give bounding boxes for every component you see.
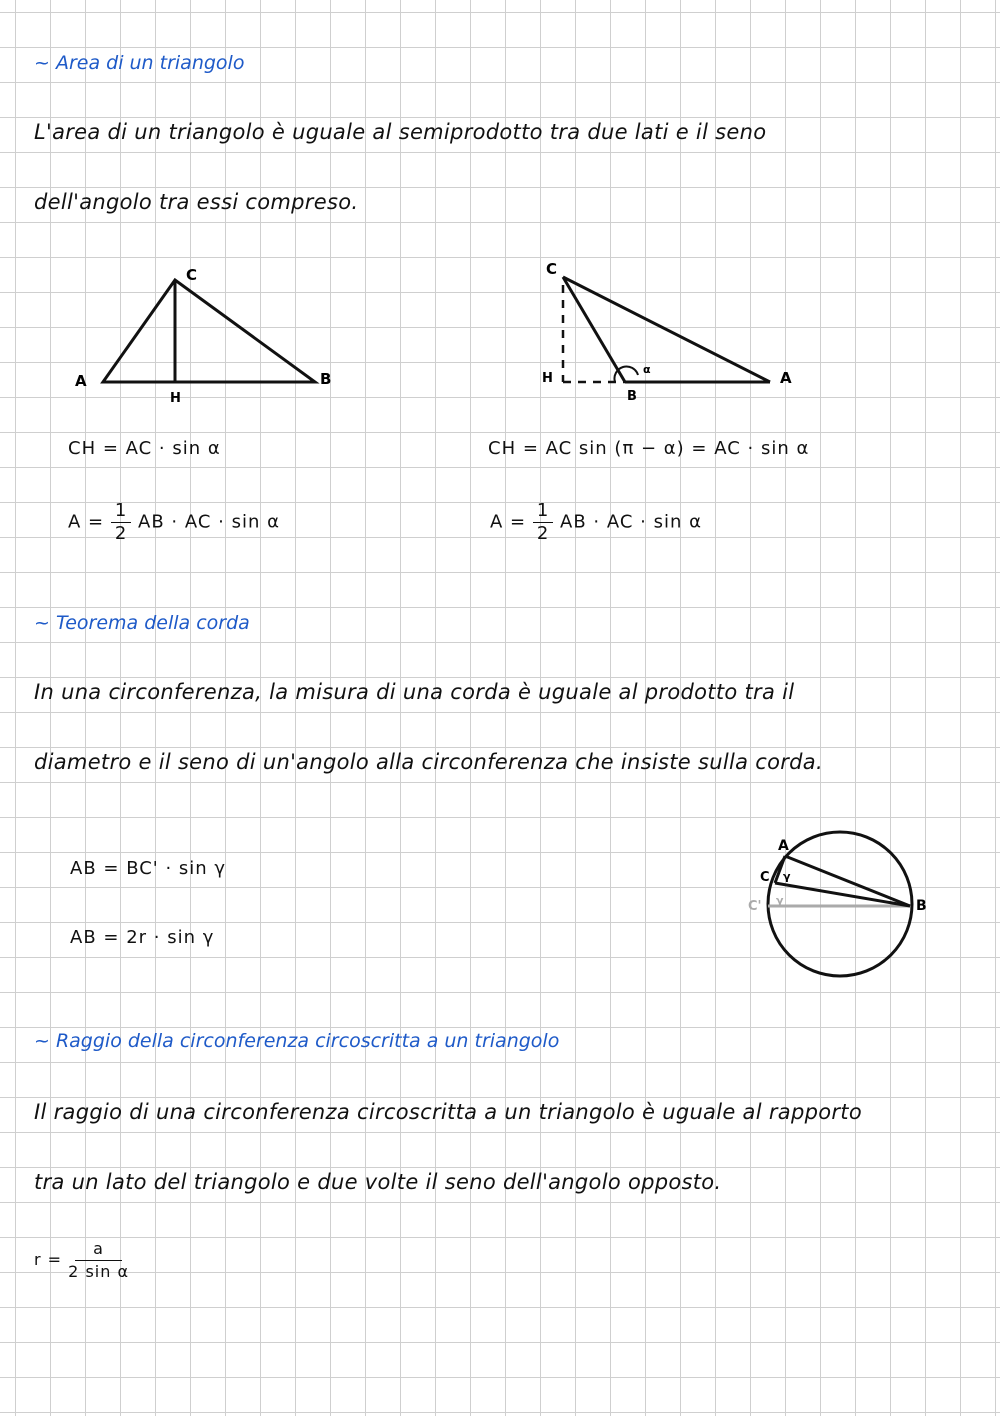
formula-raggio	[34, 1238, 129, 1283]
paragraph-area-line2: dell'angolo tra essi compreso.	[34, 190, 359, 214]
angle-label-alpha: α	[643, 363, 651, 376]
fraction-denominator: 2	[536, 523, 550, 544]
formula-chord-1: AB = BC' · sin γ	[70, 858, 227, 879]
paragraph-area-line1: L'area di un triangolo è uguale al semiprodotto tra due lati e il seno	[34, 120, 767, 144]
fraction-denominator: 2	[114, 523, 128, 544]
formula-lhs: A =	[490, 511, 527, 533]
vertex-label-h: H	[170, 391, 181, 406]
formula-lhs: r =	[34, 1250, 63, 1269]
paragraph-corda-line1: In una circonferenza, la misura di una corda è uguale al prodotto tra il	[34, 680, 795, 704]
triangle-figure-1	[60, 260, 360, 410]
triangle-figure-2	[530, 255, 810, 410]
formula-ch-left: CH = AC · sin α	[68, 438, 221, 459]
point-label-a: A	[778, 838, 789, 854]
point-label-c: C	[760, 870, 770, 885]
formula-area-right	[490, 500, 702, 545]
vertex-label-c: C	[546, 260, 558, 278]
fraction	[111, 500, 131, 545]
paragraph-corda-line2: diametro e il seno di un'angolo alla circonferenza che insiste sulla corda.	[34, 750, 823, 774]
formula-chord-2: AB = 2r · sin γ	[70, 927, 215, 948]
vertex-label-b: B	[627, 389, 637, 404]
point-label-b: B	[916, 898, 927, 914]
heading-raggio-circoscritta: ~ Raggio della circonferenza circoscritta a un triangolo	[34, 1030, 560, 1052]
heading-area-triangolo: ~ Area di un triangolo	[34, 52, 245, 74]
formula-rhs: AB · AC · sin α	[138, 511, 280, 533]
formula-area-left	[68, 500, 280, 545]
paragraph-raggio-line2: tra un lato del triangolo e due volte il seno dell'angolo opposto.	[34, 1170, 722, 1194]
fraction-numerator: 1	[533, 500, 553, 523]
vertex-label-b: B	[320, 370, 332, 388]
fraction	[68, 1238, 129, 1283]
circle-figure	[740, 826, 950, 986]
vertex-label-a: A	[75, 372, 87, 390]
point-label-c-prime: C'	[748, 899, 762, 914]
fraction	[533, 500, 553, 545]
formula-lhs: A =	[68, 511, 105, 533]
vertex-label-h: H	[542, 371, 553, 386]
vertex-label-a: A	[780, 369, 792, 387]
fraction-numerator: a	[75, 1238, 122, 1261]
angle-label-gamma: γ	[783, 870, 791, 883]
paragraph-raggio-line1: Il raggio di una circonferenza circoscritta a un triangolo è uguale al rapporto	[34, 1100, 862, 1124]
angle-label-gamma-prime: γ	[776, 894, 784, 907]
heading-teorema-corda: ~ Teorema della corda	[34, 612, 250, 634]
vertex-label-c: C	[186, 266, 198, 284]
fraction-numerator: 1	[111, 500, 131, 523]
fraction-denominator: 2 sin α	[68, 1262, 129, 1281]
formula-rhs: AB · AC · sin α	[560, 511, 702, 533]
formula-ch-right: CH = AC sin (π − α) = AC · sin α	[488, 438, 810, 459]
